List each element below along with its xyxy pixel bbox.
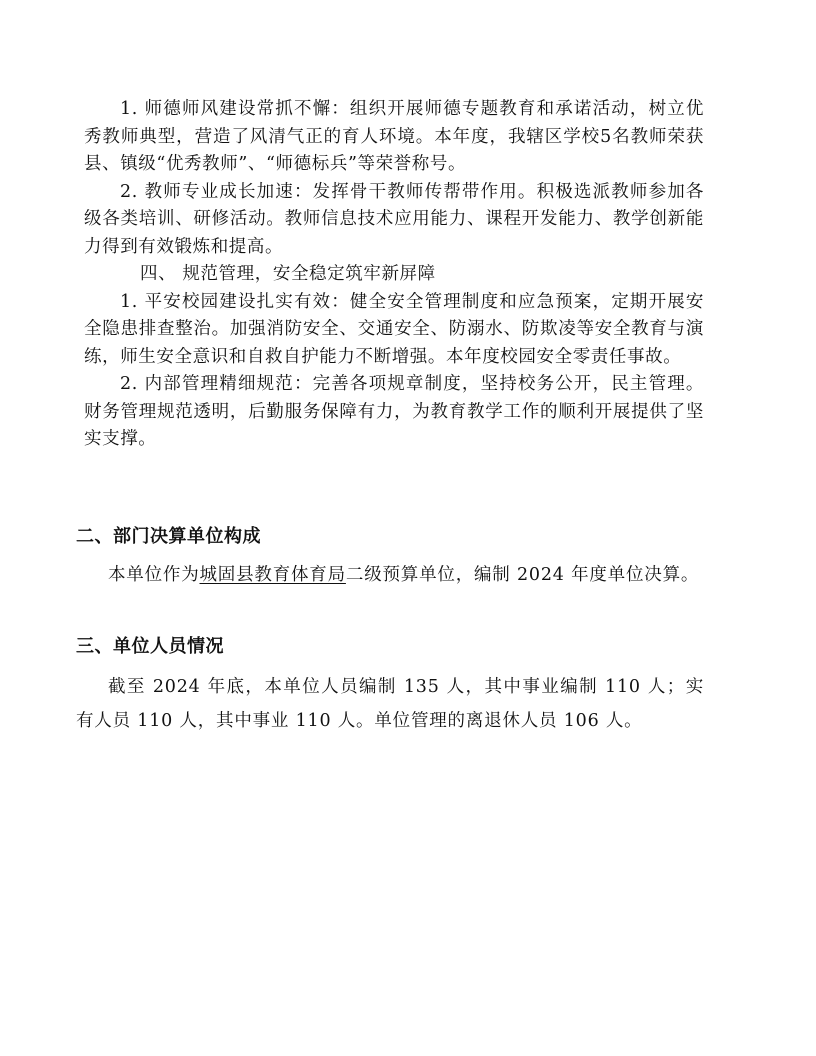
paragraph-staff-situation: 截至 2024 年底，本单位人员编制 135 人，其中事业编制 110 人；实有人员 110 人，其中事业 110 人。单位管理的离退休人员 106 人。 [76, 677, 704, 731]
parent-unit-name: 城固县教育体育局 [199, 565, 346, 585]
paragraph-professional-growth: 2. 教师专业成长加速：发挥骨干教师传帮带作用。积极选派教师参加各级各类培训、研修活动。教师信息技术应用能力、课程开发能力、教学创新能力得到有效锻炼和提高。 [84, 181, 704, 257]
unit-composition-suffix: 二级预算单位，编制 2024 年度单位决算。 [345, 565, 700, 585]
subheading-management-safety: 四、 规范管理，安全稳定筑牢新屏障 [140, 264, 436, 284]
teacher-section [84, 96, 704, 454]
heading-unit-composition: 二、部门决算单位构成 [76, 526, 261, 547]
paragraph-safe-campus: 1. 平安校园建设扎实有效：健全安全管理制度和应急预案，定期开展安全隐患排查整治。加强消防安全、交通安全、防溺水、防欺凌等安全教育与演练，师生安全意识和自救自护能力不断增强。本年度校园安全零责任事故。 [84, 291, 704, 367]
unit-composition-prefix: 本单位作为 [108, 565, 200, 585]
heading-staff-situation: 三、单位人员情况 [76, 636, 224, 657]
paragraph-internal-management: 2. 内部管理精细规范：完善各项规章制度，坚持校务公开，民主管理。财务管理规范透明，后勤服务保障有力，为教育教学工作的顺利开展提供了坚实支撑。 [84, 374, 704, 449]
paragraph-unit-composition [76, 558, 704, 592]
paragraph-ethics: 1. 师德师风建设常抓不懈：组织开展师德专题教育和承诺活动，树立优秀教师典型，营造了风清气正的育人环境。本年度，我辖区学校5名教师荣获县、镇级“优秀教师”、“师德标兵”等荣誉称号。 [84, 99, 704, 174]
unit-composition-block [76, 558, 704, 592]
staff-situation-block [76, 670, 704, 738]
